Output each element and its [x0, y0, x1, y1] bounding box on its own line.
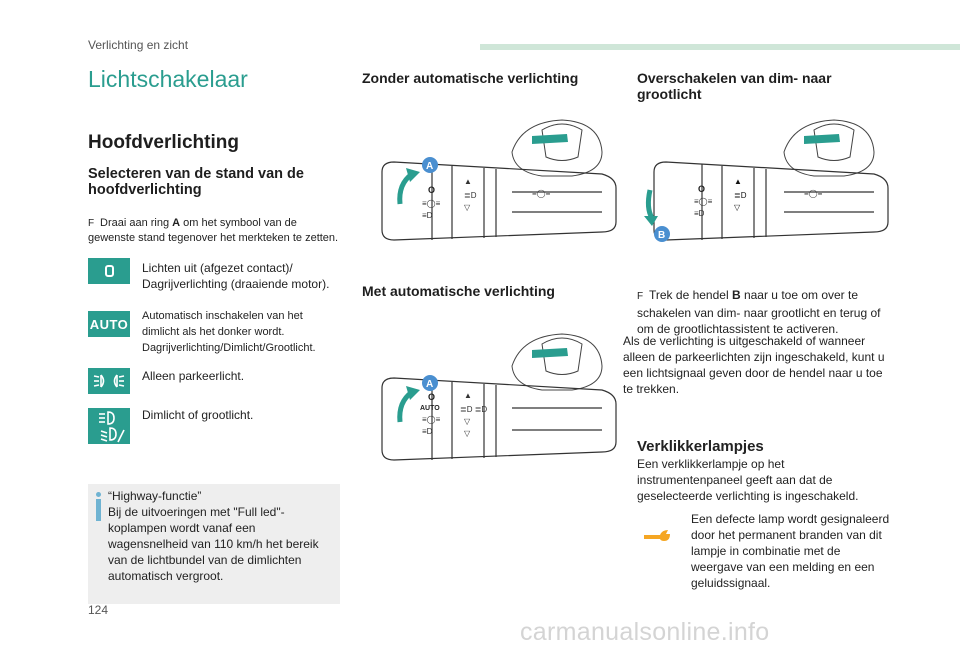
section-header: Verlichting en zicht: [88, 38, 189, 52]
svg-text:≡◯≡: ≡◯≡: [694, 197, 713, 206]
stalk-o-label: O: [428, 185, 436, 195]
svg-text:≣D: ≣D: [734, 191, 747, 200]
heading-met-auto: Met automatische verlichting: [362, 283, 555, 299]
svg-text:▽: ▽: [464, 429, 471, 438]
svg-text:≡D: ≡D: [422, 427, 433, 436]
stalk-diagram-auto: [372, 326, 617, 462]
label-a2: A: [426, 379, 434, 390]
info-icon-bar: [96, 499, 101, 521]
svg-text:▽: ▽: [464, 417, 471, 426]
lights-off-icon: [88, 258, 130, 284]
svg-text:▲: ▲: [464, 391, 472, 400]
item-text-parking: Alleen parkeerlicht.: [142, 369, 245, 383]
auto-icon: AUTO: [88, 311, 130, 337]
item-text-beam: Dimlicht of grootlicht.: [142, 408, 254, 422]
svg-text:≣D: ≣D: [464, 191, 477, 200]
beam-glyph: [88, 408, 130, 444]
header-accent-bar: [480, 44, 960, 50]
info-text: Bij de uitvoeringen met "Full led"-koplampen wordt vanaf een wagensnelheid van 110 km/h het bereik van de lichtbundel van de dimlichten automatisch vergroot.: [108, 505, 319, 583]
svg-text:≣D ≣D: ≣D ≣D: [460, 405, 488, 414]
verklikker-text: Een verklikkerlampje op het instrumentenpaneel geeft aan dat de geselecteerde verlichting is ingeschakeld.: [637, 457, 859, 503]
svg-text:▽: ▽: [734, 203, 741, 212]
stalk-diagram-manual: [372, 112, 617, 242]
svg-text:▲: ▲: [734, 177, 742, 186]
paragraph-lichtsignaal: Als de verlichting is uitgeschakeld of wanneer alleen de parkeerlichten zijn ingeschakeld, kunt u een lichtsignaal geven door de hendel naar u toe te trekken.: [623, 334, 885, 396]
svg-text:▽: ▽: [464, 203, 471, 212]
info-icon: [96, 492, 101, 497]
stalk-small-icon: ≡◯≡: [532, 189, 551, 198]
stalk2-auto-label: AUTO: [420, 405, 440, 412]
label-a: A: [426, 161, 434, 172]
heading-overschakelen: Overschakelen van dim- naar grootlicht: [637, 70, 832, 102]
instruction-lever-b: F Trek de hendel B naar u toe om over te schakelen van dim- naar grootlicht en terug of om de grootlichtassistent te activeren.: [637, 288, 881, 336]
svg-text:≡D: ≡D: [422, 211, 433, 220]
svg-text:≡◯≡: ≡◯≡: [422, 415, 441, 424]
svg-text:≡D: ≡D: [694, 209, 705, 218]
instruction-ring-a: F Draai aan ring A om het symbool van de gewenste stand tegenover het merkteken te zetten.: [88, 217, 339, 244]
low-high-beam-icon: [88, 408, 130, 444]
bullet-f: F: [88, 218, 95, 229]
subheading-selecteren: Selecteren van de stand van de hoofdverlichting: [88, 166, 304, 198]
parking-lights-icon: [88, 368, 130, 394]
heading-hoofdverlichting: Hoofdverlichting: [88, 132, 239, 153]
svg-text:≡◯≡: ≡◯≡: [804, 189, 823, 198]
item-text-off: Lichten uit (afgezet contact)/ Dagrijverlichting (draaiende motor).: [142, 261, 330, 291]
stalk2-o-label: O: [428, 392, 436, 402]
wrench-warning-icon: [642, 528, 672, 546]
svg-text:▲: ▲: [464, 177, 472, 186]
watermark: carmanualsonline.info: [520, 618, 770, 646]
page-title: Lichtschakelaar: [88, 66, 248, 92]
page-number: 124: [88, 603, 109, 617]
svg-text:≡◯≡: ≡◯≡: [422, 199, 441, 208]
heading-zonder-auto: Zonder automatische verlichting: [362, 70, 579, 86]
parking-lights-glyph: [92, 372, 126, 390]
info-box: [88, 484, 340, 604]
label-b: B: [658, 230, 666, 241]
item-text-auto: Automatisch inschakelen van het dimlicht als het donker wordt. Dagrijverlichting/Dimlicht/Grootlicht.: [142, 310, 316, 354]
stalk-diagram-beam: [638, 112, 890, 244]
heading-verklikkerlampjes: Verklikkerlampjes: [637, 438, 764, 456]
warning-text: Een defecte lamp wordt gesignaleerd door het permanent branden van dit lampje in combinatie met de weergave van een melding en een geluidssignaal.: [691, 512, 890, 590]
bullet-f2: F: [637, 291, 644, 302]
info-title: “Highway-functie”: [108, 489, 202, 503]
stalk3-o-label: O: [698, 184, 706, 194]
